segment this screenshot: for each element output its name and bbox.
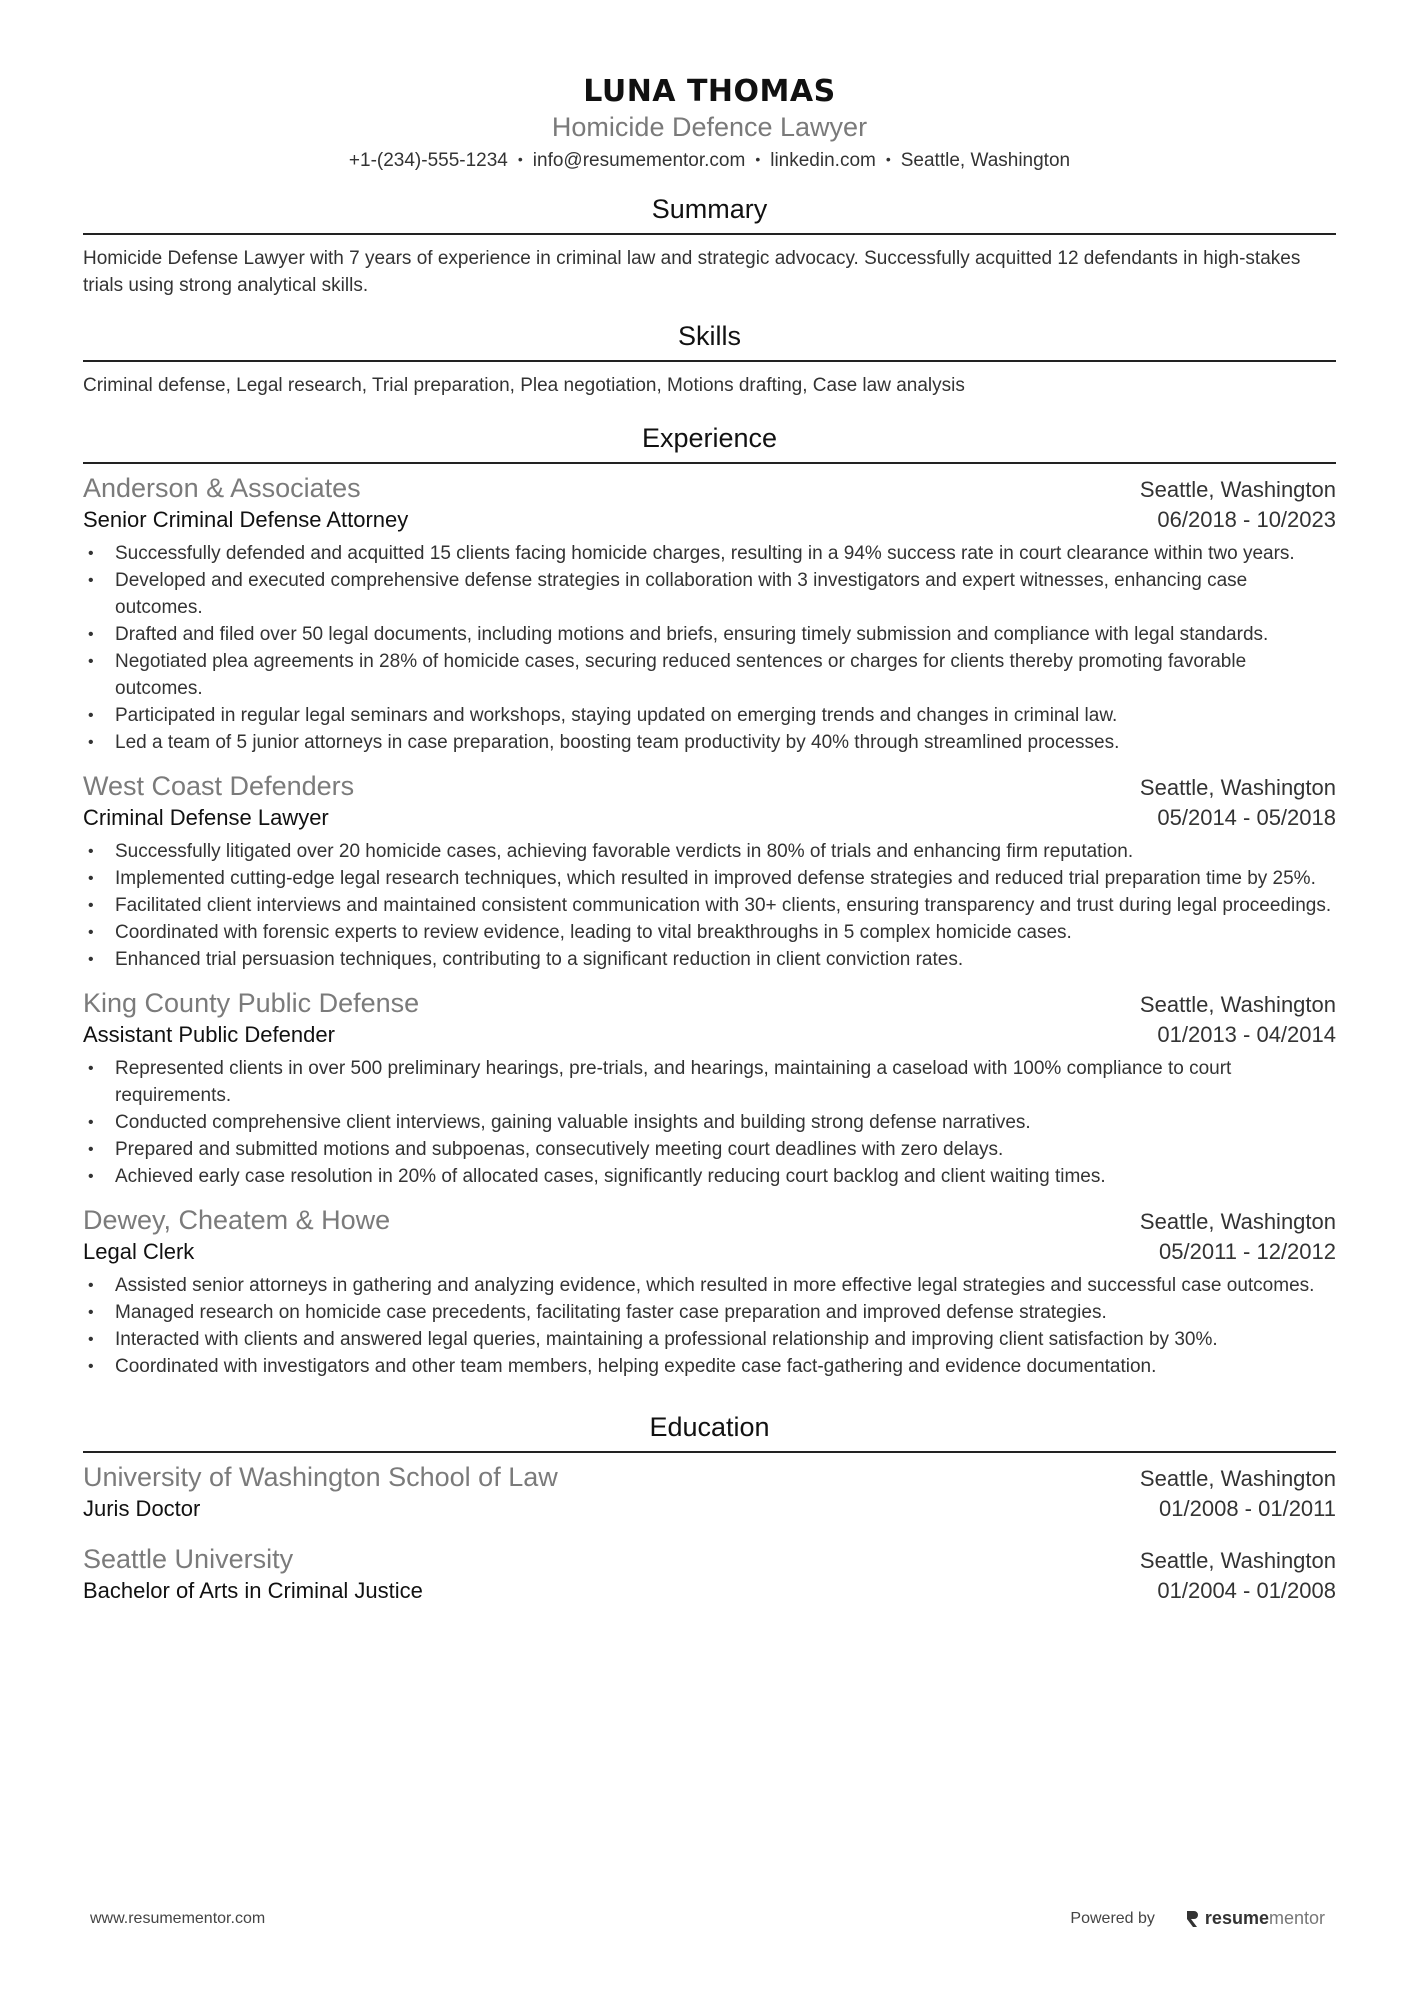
bullet-item: • Participated in regular legal seminars and workshops, staying updated on emerging trends and changes in criminal law. bbox=[83, 702, 1336, 729]
resume-header bbox=[83, 0, 1336, 174]
bullet-item: • Conducted comprehensive client interviews, gaining valuable insights and building strong defense narratives. bbox=[83, 1109, 1336, 1136]
contact-line bbox=[83, 146, 1336, 174]
company-name: King County Public Defense bbox=[83, 988, 420, 1018]
education-entry bbox=[83, 1459, 1336, 1525]
company-name: Dewey, Cheatem & Howe bbox=[83, 1205, 391, 1235]
experience-heading: Experience bbox=[83, 421, 1336, 464]
school-location: Seattle, Washington bbox=[1139, 1548, 1336, 1573]
bullet-item: • Enhanced trial persuasion techniques, contributing to a significant reduction in client conviction rates. bbox=[83, 946, 1336, 973]
separator: • bbox=[885, 151, 891, 167]
education-entry bbox=[83, 1541, 1336, 1607]
bullet-list bbox=[83, 540, 1336, 756]
job-role: Senior Criminal Defense Attorney bbox=[83, 507, 409, 532]
candidate-title: Homicide Defence Lawyer bbox=[551, 112, 868, 142]
job-dates: 06/2018 - 10/2023 bbox=[1157, 507, 1336, 532]
bullet-item: • Implemented cutting-edge legal research techniques, which resulted in improved defense strategies and reduced trial preparation time by 25%. bbox=[83, 865, 1336, 892]
job-location: Seattle, Washington bbox=[1139, 775, 1336, 800]
separator: • bbox=[755, 151, 761, 167]
summary-heading: Summary bbox=[83, 192, 1336, 235]
linkedin: linkedin.com bbox=[770, 150, 876, 171]
job-location: Seattle, Washington bbox=[1139, 1209, 1336, 1234]
powered-by-label: Powered by bbox=[1070, 1909, 1155, 1927]
resumementor-logo-icon bbox=[1185, 1910, 1199, 1928]
footer-branding bbox=[1070, 1908, 1325, 1929]
experience-entry bbox=[83, 470, 1336, 756]
bullet-list bbox=[83, 1055, 1336, 1190]
job-role: Legal Clerk bbox=[83, 1239, 195, 1264]
bullet-item: • Developed and executed comprehensive defense strategies in collaboration with 3 investigators and expert witnesses, enhancing case outcomes. bbox=[83, 567, 1336, 621]
bullet-item: • Led a team of 5 junior attorneys in case preparation, boosting team productivity by 40% through streamlined processes. bbox=[83, 729, 1336, 756]
school-name: University of Washington School of Law bbox=[83, 1462, 558, 1492]
bullet-item: • Successfully litigated over 20 homicide cases, achieving favorable verdicts in 80% of trials and enhancing firm reputation. bbox=[83, 838, 1336, 865]
experience-list bbox=[83, 470, 1336, 1380]
bullet-item: • Interacted with clients and answered legal queries, maintaining a professional relationship and improving client satisfaction by 30%. bbox=[83, 1326, 1336, 1353]
degree: Juris Doctor bbox=[83, 1496, 201, 1521]
degree: Bachelor of Arts in Criminal Justice bbox=[83, 1578, 423, 1603]
bullet-item: • Assisted senior attorneys in gathering and analyzing evidence, which resulted in more effective legal strategies and successful case outcomes. bbox=[83, 1272, 1336, 1299]
job-dates: 01/2013 - 04/2014 bbox=[1157, 1022, 1336, 1047]
job-dates: 05/2011 - 12/2012 bbox=[1159, 1239, 1336, 1264]
bullet-item: • Drafted and filed over 50 legal documents, including motions and briefs, ensuring timely submission and compliance with legal standards. bbox=[83, 621, 1336, 648]
job-location: Seattle, Washington bbox=[1139, 477, 1336, 502]
education-heading: Education bbox=[83, 1410, 1336, 1453]
bullet-item: • Represented clients in over 500 preliminary hearings, pre-trials, and hearings, maintaining a caseload with 100% compliance to court requirements. bbox=[83, 1055, 1336, 1109]
phone: +1-(234)-555-1234 bbox=[348, 150, 508, 171]
page-footer bbox=[90, 1908, 1325, 1929]
bullet-item: • Achieved early case resolution in 20% of allocated cases, significantly reducing court backlog and client waiting times. bbox=[83, 1163, 1336, 1190]
separator: • bbox=[517, 151, 523, 167]
education-list bbox=[83, 1459, 1336, 1607]
experience-entry bbox=[83, 768, 1336, 973]
job-dates: 05/2014 - 05/2018 bbox=[1157, 805, 1336, 830]
job-location: Seattle, Washington bbox=[1139, 992, 1336, 1017]
location: Seattle, Washington bbox=[900, 150, 1071, 171]
bullet-item: • Managed research on homicide case precedents, facilitating faster case preparation and improved defense strategies. bbox=[83, 1299, 1336, 1326]
experience-entry bbox=[83, 985, 1336, 1190]
email: info@resumementor.com bbox=[532, 150, 746, 171]
footer-website-link[interactable]: www.resumementor.com bbox=[90, 1909, 266, 1927]
education-dates: 01/2008 - 01/2011 bbox=[1159, 1496, 1336, 1521]
bullet-list bbox=[83, 1272, 1336, 1380]
company-name: Anderson & Associates bbox=[83, 473, 361, 503]
summary-text: Homicide Defense Lawyer with 7 years of experience in criminal law and strategic advocacy. Successfully acquitted 12 defendants in high-stakes trials using strong analytical skills. bbox=[83, 248, 1301, 296]
experience-entry bbox=[83, 1202, 1336, 1380]
bullet-item: • Successfully defended and acquitted 15 clients facing homicide charges, resulting in a 94% success rate in court clearance within two years. bbox=[83, 540, 1336, 567]
job-role: Assistant Public Defender bbox=[83, 1022, 335, 1047]
bullet-list bbox=[83, 838, 1336, 973]
education-dates: 01/2004 - 01/2008 bbox=[1157, 1578, 1336, 1603]
bullet-item: • Coordinated with investigators and other team members, helping expedite case fact-gathering and evidence documentation. bbox=[83, 1353, 1336, 1380]
logo-text-resume: resume bbox=[1204, 1908, 1269, 1928]
skills-text: Criminal defense, Legal research, Trial preparation, Plea negotiation, Motions drafting, Case law analysis bbox=[83, 375, 965, 396]
bullet-item: • Negotiated plea agreements in 28% of homicide cases, securing reduced sentences or charges for clients thereby promoting favorable outcomes. bbox=[83, 648, 1336, 702]
candidate-name: LUNA THOMAS bbox=[583, 74, 836, 109]
skills-heading: Skills bbox=[83, 319, 1336, 362]
company-name: West Coast Defenders bbox=[83, 771, 355, 801]
job-role: Criminal Defense Lawyer bbox=[83, 805, 329, 830]
school-name: Seattle University bbox=[83, 1544, 294, 1574]
bullet-item: • Facilitated client interviews and maintained consistent communication with 30+ clients, ensuring transparency and trust during legal proceedings. bbox=[83, 892, 1336, 919]
resumementor-logo[interactable] bbox=[1185, 1908, 1325, 1929]
bullet-item: • Prepared and submitted motions and subpoenas, consecutively meeting court deadlines with zero delays. bbox=[83, 1136, 1336, 1163]
logo-text-mentor: mentor bbox=[1268, 1908, 1325, 1928]
resume-page bbox=[83, 0, 1336, 1607]
bullet-item: • Coordinated with forensic experts to review evidence, leading to vital breakthroughs in 5 complex homicide cases. bbox=[83, 919, 1336, 946]
school-location: Seattle, Washington bbox=[1139, 1466, 1336, 1491]
